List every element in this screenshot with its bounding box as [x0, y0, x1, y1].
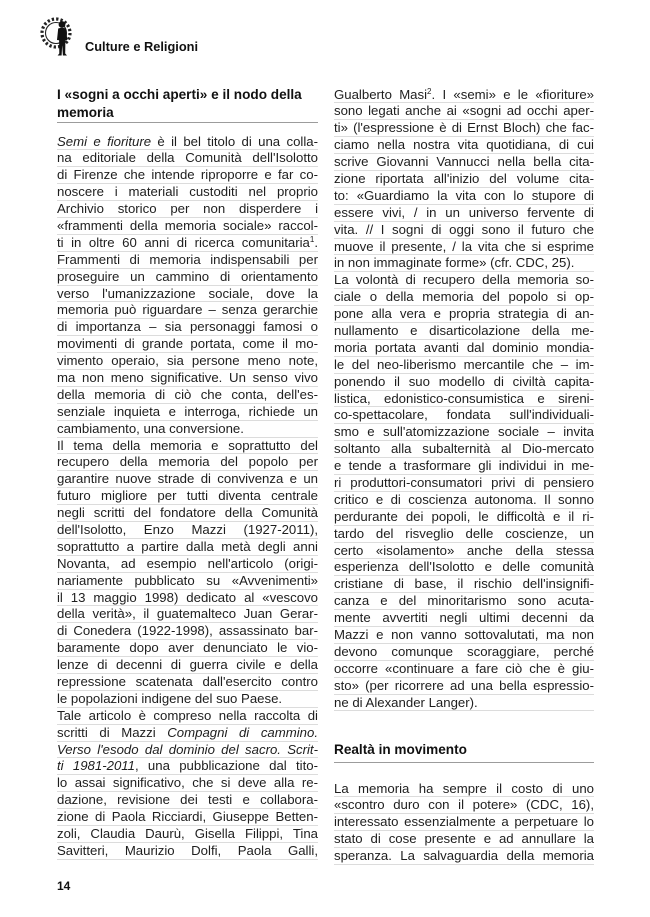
text-line: ma non meno significative. Un senso vivo	[57, 369, 318, 385]
text-line: vimento operaio, sia persone meno note,	[57, 353, 318, 369]
text-line: occorre «continuare a fare ciò che è giu-	[334, 660, 594, 676]
text-line: di Firenze che intende riproporre e far co-	[57, 167, 318, 183]
text-line: mente avvertiti negli ultimi decenni da	[334, 610, 594, 626]
text-segment: è il bel titolo di una colla-	[151, 133, 319, 149]
text-line: di Conedera (1922-1998), assassinato bar-	[57, 623, 318, 639]
text-line: vita. // I sogni di oggi sono il futuro che	[334, 221, 594, 237]
text-line: certo «isolamento» anche della stessa	[334, 542, 594, 558]
text-line: cristiane di base, il rischio dell'insignifi-	[334, 576, 594, 592]
text-line: Novanta, ad esempio nell'articolo (origi-	[57, 555, 318, 571]
text-line: e tende a trasformare gli individui in me-	[334, 458, 594, 474]
text-line: perdurante dei popoli, le difficoltà e il ri-	[334, 508, 594, 524]
text-line: dazione, revisione dei testi e collabora-	[57, 792, 318, 808]
text-line: le del neo-liberismo mercantile che – im-	[334, 356, 594, 372]
text-line: della memoria di ciò che conta, dell'es-	[57, 386, 318, 402]
text-line: negli scritti del fondatore della Comunità	[57, 505, 318, 521]
text-segment: Gualberto Masi	[334, 86, 428, 102]
text-line	[334, 87, 594, 104]
text-line: ciale o della memoria del popolo si op-	[334, 289, 594, 305]
text-line	[57, 725, 318, 742]
text-line: zione di Paola Ricciardi, Giuseppe Betten-	[57, 809, 318, 825]
text-line: le popolazioni indigene del suo Paese.	[57, 691, 318, 708]
article-title	[57, 86, 318, 123]
text-line	[57, 134, 318, 151]
text-line: ponendo il suo modello di civiltà capita-	[334, 373, 594, 389]
text-line: co-spettacolare, fondata sull'individuali-	[334, 407, 594, 423]
text-line	[57, 758, 318, 775]
text-line: «frammenti della memoria sociale» raccol-	[57, 217, 318, 233]
text-line: in non immaginate forme» (cfr. CDC, 25).	[334, 255, 594, 272]
text-line: senziale inquieta e interroga, richiede un	[57, 403, 318, 419]
text-segment: .	[314, 234, 318, 250]
text-line: Tale articolo è compreso nella raccolta di	[57, 707, 318, 723]
text-line: essere vivi, / in un universo fervente di	[334, 204, 594, 220]
gear-figure-logo-icon	[38, 14, 80, 58]
text-line: proseguire un cammino di orientamento	[57, 268, 318, 284]
text-line: na editoriale della Comunità dell'Isolotto	[57, 150, 318, 166]
article-title-line: I «sogni a occhi aperti» e il nodo della	[57, 87, 302, 102]
text-segment: . I «semi» e le «fioriture»	[431, 86, 594, 102]
text-line: nullamento e disarticolazione della me-	[334, 322, 594, 338]
text-line: devono comunque scoraggiare, perché	[334, 643, 594, 659]
text-line: ri produttori-consumatori privi di pensiero	[334, 474, 594, 490]
text-line	[57, 742, 318, 759]
text-line: «scontro duro con il potere» (CDC, 16),	[334, 797, 594, 813]
section-heading: Realtà in movimento	[334, 741, 594, 763]
text-line: cambiamento, una conversione.	[57, 421, 318, 438]
page-number: 14	[57, 879, 71, 893]
italic-text: Semi e fioriture	[57, 133, 152, 149]
text-line: Frammenti di memoria indispensabili per	[57, 251, 318, 267]
text-line: speranza. La salvaguardia della memoria	[334, 848, 594, 864]
text-line: futuro migliore per tutti diventa centrale	[57, 488, 318, 504]
text-line: sto» (per ricorrere ad una bella espressio-	[334, 677, 594, 693]
text-line	[57, 235, 318, 252]
text-line: lenze di decenni di guerra civile e della	[57, 657, 318, 673]
text-line: moria portata avanti dal dominio mondia-	[334, 339, 594, 355]
text-line: muove il presente, / la vita che si esprime	[334, 238, 594, 254]
text-line: Archivio storico per non disperdere i	[57, 201, 318, 217]
text-line: Il tema della memoria e soprattutto del	[57, 437, 318, 453]
text-line: verso l'umanizzazione sociale, dove la	[57, 285, 318, 301]
text-line: recupero della memoria del popolo per	[57, 454, 318, 470]
text-line: lo assai significativo, che si deve alla re-	[57, 775, 318, 791]
text-line: baramente dopo aver denunciato le vio-	[57, 640, 318, 656]
text-line: zoli, Claudia Daurù, Gisella Filippi, Tina	[57, 826, 318, 842]
text-line: La memoria ha sempre il costo di uno	[334, 780, 594, 796]
text-line: garantire nuove strade di convivenza e un	[57, 471, 318, 487]
italic-text: ti 1981-2011	[57, 758, 135, 774]
text-line: Savitteri, Maurizio Dolfi, Paola Galli,	[57, 842, 318, 858]
text-line: critico e di coscienza autonoma. Il sonno	[334, 491, 594, 507]
text-line: memoria può riguardare – senza gerarchie	[57, 302, 318, 318]
italic-text: Verso l'esodo dal dominio del sacro. Scrit-	[57, 741, 318, 757]
text-line: nariamente pubblicato su «Avvenimenti»	[57, 572, 318, 588]
footnote-marker: 1	[309, 234, 315, 244]
text-line: scrive Giovanni Vannucci nella bella cita-	[334, 154, 594, 170]
text-line: listica, edonistico-consumistica e sireni-	[334, 390, 594, 406]
text-line: movimenti di grande portata, come il mo-	[57, 336, 318, 352]
text-line: canza e del minoritarismo sono acuta-	[334, 593, 594, 609]
text-line: noscere i materiali custoditi nel proprio	[57, 184, 318, 200]
text-line: di importanza – sia personaggi famosi o	[57, 319, 318, 335]
text-line: soltanto alla subalternità al Dio-mercato	[334, 441, 594, 457]
text-segment: , una pubblicazione dal tito-	[134, 758, 318, 774]
text-line: dell'Isolotto, Enzo Mazzi (1927-2011),	[57, 521, 318, 537]
text-line: tardo del risveglio delle coscienze, un	[334, 525, 594, 541]
footnote-marker: 2	[427, 86, 432, 96]
text-segment: ti in oltre 60 anni di ricerca comunitaria	[57, 234, 310, 250]
text-line: La volontà di recupero della memoria so-	[334, 272, 594, 288]
right-body-text-continued	[334, 781, 594, 865]
italic-text: Compagni di cammino.	[167, 724, 318, 740]
text-line: soprattutto a partire dalla metà degli anni	[57, 538, 318, 554]
text-segment: scritti di Mazzi	[57, 724, 168, 740]
left-body-text	[57, 134, 318, 860]
text-line: esperienza dell'Isolotto e delle comunità	[334, 559, 594, 575]
text-line: della verità», il guatemalteco Juan Gerar-	[57, 606, 318, 622]
text-line: ti» (l'espressione è di Ernst Bloch) che fac-	[334, 120, 594, 136]
text-line: smo e sull'atomizzazione sociale – invita	[334, 424, 594, 440]
section-title: Culture e Religioni	[85, 39, 199, 54]
text-line: il 13 maggio 1998) dedicato al «vescovo	[57, 589, 318, 605]
text-line: Mazzi e non vanno sottovalutati, ma non	[334, 627, 594, 642]
text-line: pone alla vera e propria strategia di an-	[334, 306, 594, 322]
text-line: sono legati anche ai «sogni ad occhi aper-	[334, 103, 594, 119]
text-line: zione riportata all'inizio del volume cita-	[334, 170, 594, 186]
right-body-text	[334, 87, 594, 712]
text-line: ne di Alexander Langer).	[334, 695, 594, 712]
text-line: stato di cose presente e ad annullare la	[334, 831, 594, 847]
text-line: interessato essenzialmente a perpetuare lo	[334, 814, 594, 830]
article-title-line: memoria	[57, 105, 114, 120]
text-line: to: «Guardiamo la vita con lo stupore di	[334, 187, 594, 203]
text-line: ciamo nella nostra vita quotidiana, di cui	[334, 137, 594, 153]
text-line: repressione scatenata dall'esercito contro	[57, 674, 318, 689]
